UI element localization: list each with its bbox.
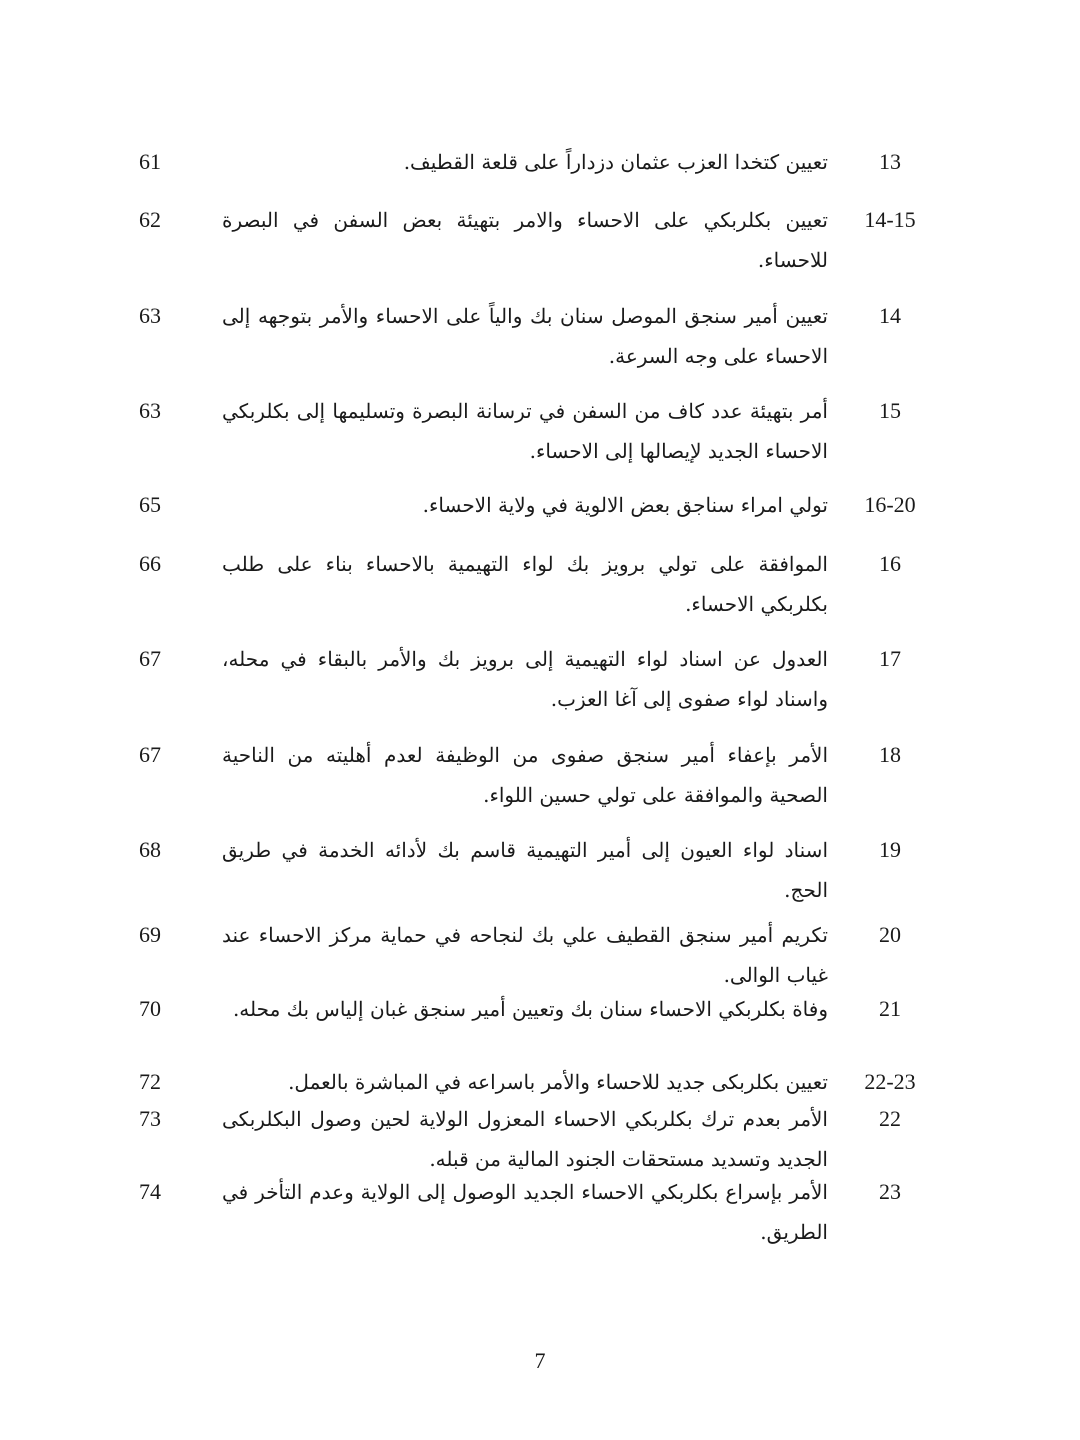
document-number: 22-23	[864, 1069, 916, 1094]
entry-title: أمر بتهيئة عدد كاف من السفن في ترسانة البصرة وتسليمها إلى بكلربكي الاحساء الجديد لإيصالها إلى الاحساء.	[222, 399, 828, 463]
document-number: 16	[879, 551, 901, 576]
entry-title: اسناد لواء العيون إلى أمير التهيمية قاسم بك لأدائه الخدمة في طريق الحج.	[222, 838, 828, 902]
document-number: 22	[879, 1106, 901, 1131]
document-number: 23	[879, 1179, 901, 1204]
page-reference: 68	[139, 837, 161, 862]
entry-title: الموافقة على تولي برويز بك لواء التهيمية بالاحساء بناء على طلب بكلربكي الاحساء.	[222, 552, 828, 616]
page-reference: 72	[139, 1069, 161, 1094]
entry-title: تعيين كتخدا العزب عثمان دزداراً على قلعة القطيف.	[403, 150, 828, 174]
page-reference: 70	[139, 996, 161, 1021]
document-number: 14-15	[864, 207, 916, 232]
document-number: 18	[879, 742, 901, 767]
page-reference: 67	[139, 646, 161, 671]
page-reference: 63	[139, 303, 161, 328]
entry-title: الأمر بعدم ترك بكلربكي الاحساء المعزول الولاية لحين وصول البكلربكى الجديد وتسديد مستحقات الجنود المالية من قبله.	[222, 1107, 828, 1171]
document-number: 17	[879, 646, 901, 671]
page-reference: 69	[139, 922, 161, 947]
entry-title: تولي امراء سناجق بعض الالوية في ولاية الاحساء.	[422, 493, 828, 517]
document-number: 21	[879, 996, 901, 1021]
page-reference: 63	[139, 398, 161, 423]
entry-title: العدول عن اسناد لواء التهيمية إلى برويز بك والأمر بالبقاء في محله، واسناد لواء صفوى إلى آغا العزب.	[222, 647, 828, 711]
page-reference: 61	[139, 149, 161, 174]
page-reference: 74	[139, 1179, 161, 1204]
document-number: 15	[879, 398, 901, 423]
document-number: 14	[879, 303, 901, 328]
entry-title: تعيين أمير سنجق الموصل سنان بك والياً على الاحساء والأمر بتوجهه إلى الاحساء على وجه السرعة.	[222, 304, 828, 368]
entry-title: وفاة بكلربكي الاحساء سنان بك وتعيين أمير سنجق غبان إلياس بك محله.	[232, 997, 828, 1021]
page-reference: 67	[139, 742, 161, 767]
page-reference: 66	[139, 551, 161, 576]
page-reference: 65	[139, 492, 161, 517]
page-reference: 73	[139, 1106, 161, 1131]
document-number: 20	[879, 922, 901, 947]
document-number: 16-20	[864, 492, 916, 517]
entry-title: تكريم أمير سنجق القطيف علي بك لنجاحه في حماية مركز الاحساء عند غياب الوالى.	[222, 923, 828, 987]
page-reference: 62	[139, 207, 161, 232]
document-number: 13	[879, 149, 901, 174]
entry-title: الأمر بإسراع بكلربكي الاحساء الجديد الوصول إلى الولاية وعدم التأخر في الطريق.	[222, 1180, 828, 1244]
entry-title: الأمر بإعفاء أمير سنجق صفوى من الوظيفة لعدم أهليته من الناحية الصحية والموافقة على تولي حسين اللواء.	[222, 743, 828, 807]
document-number: 19	[879, 837, 901, 862]
entry-title: تعيين بكلربكي على الاحساء والامر بتهيئة بعض السفن في البصرة للاحساء.	[222, 208, 828, 272]
entry-title: تعيين بكلربكى جديد للاحساء والأمر باسراعه في المباشرة بالعمل.	[288, 1070, 828, 1094]
page-number: 7	[534, 1348, 546, 1373]
